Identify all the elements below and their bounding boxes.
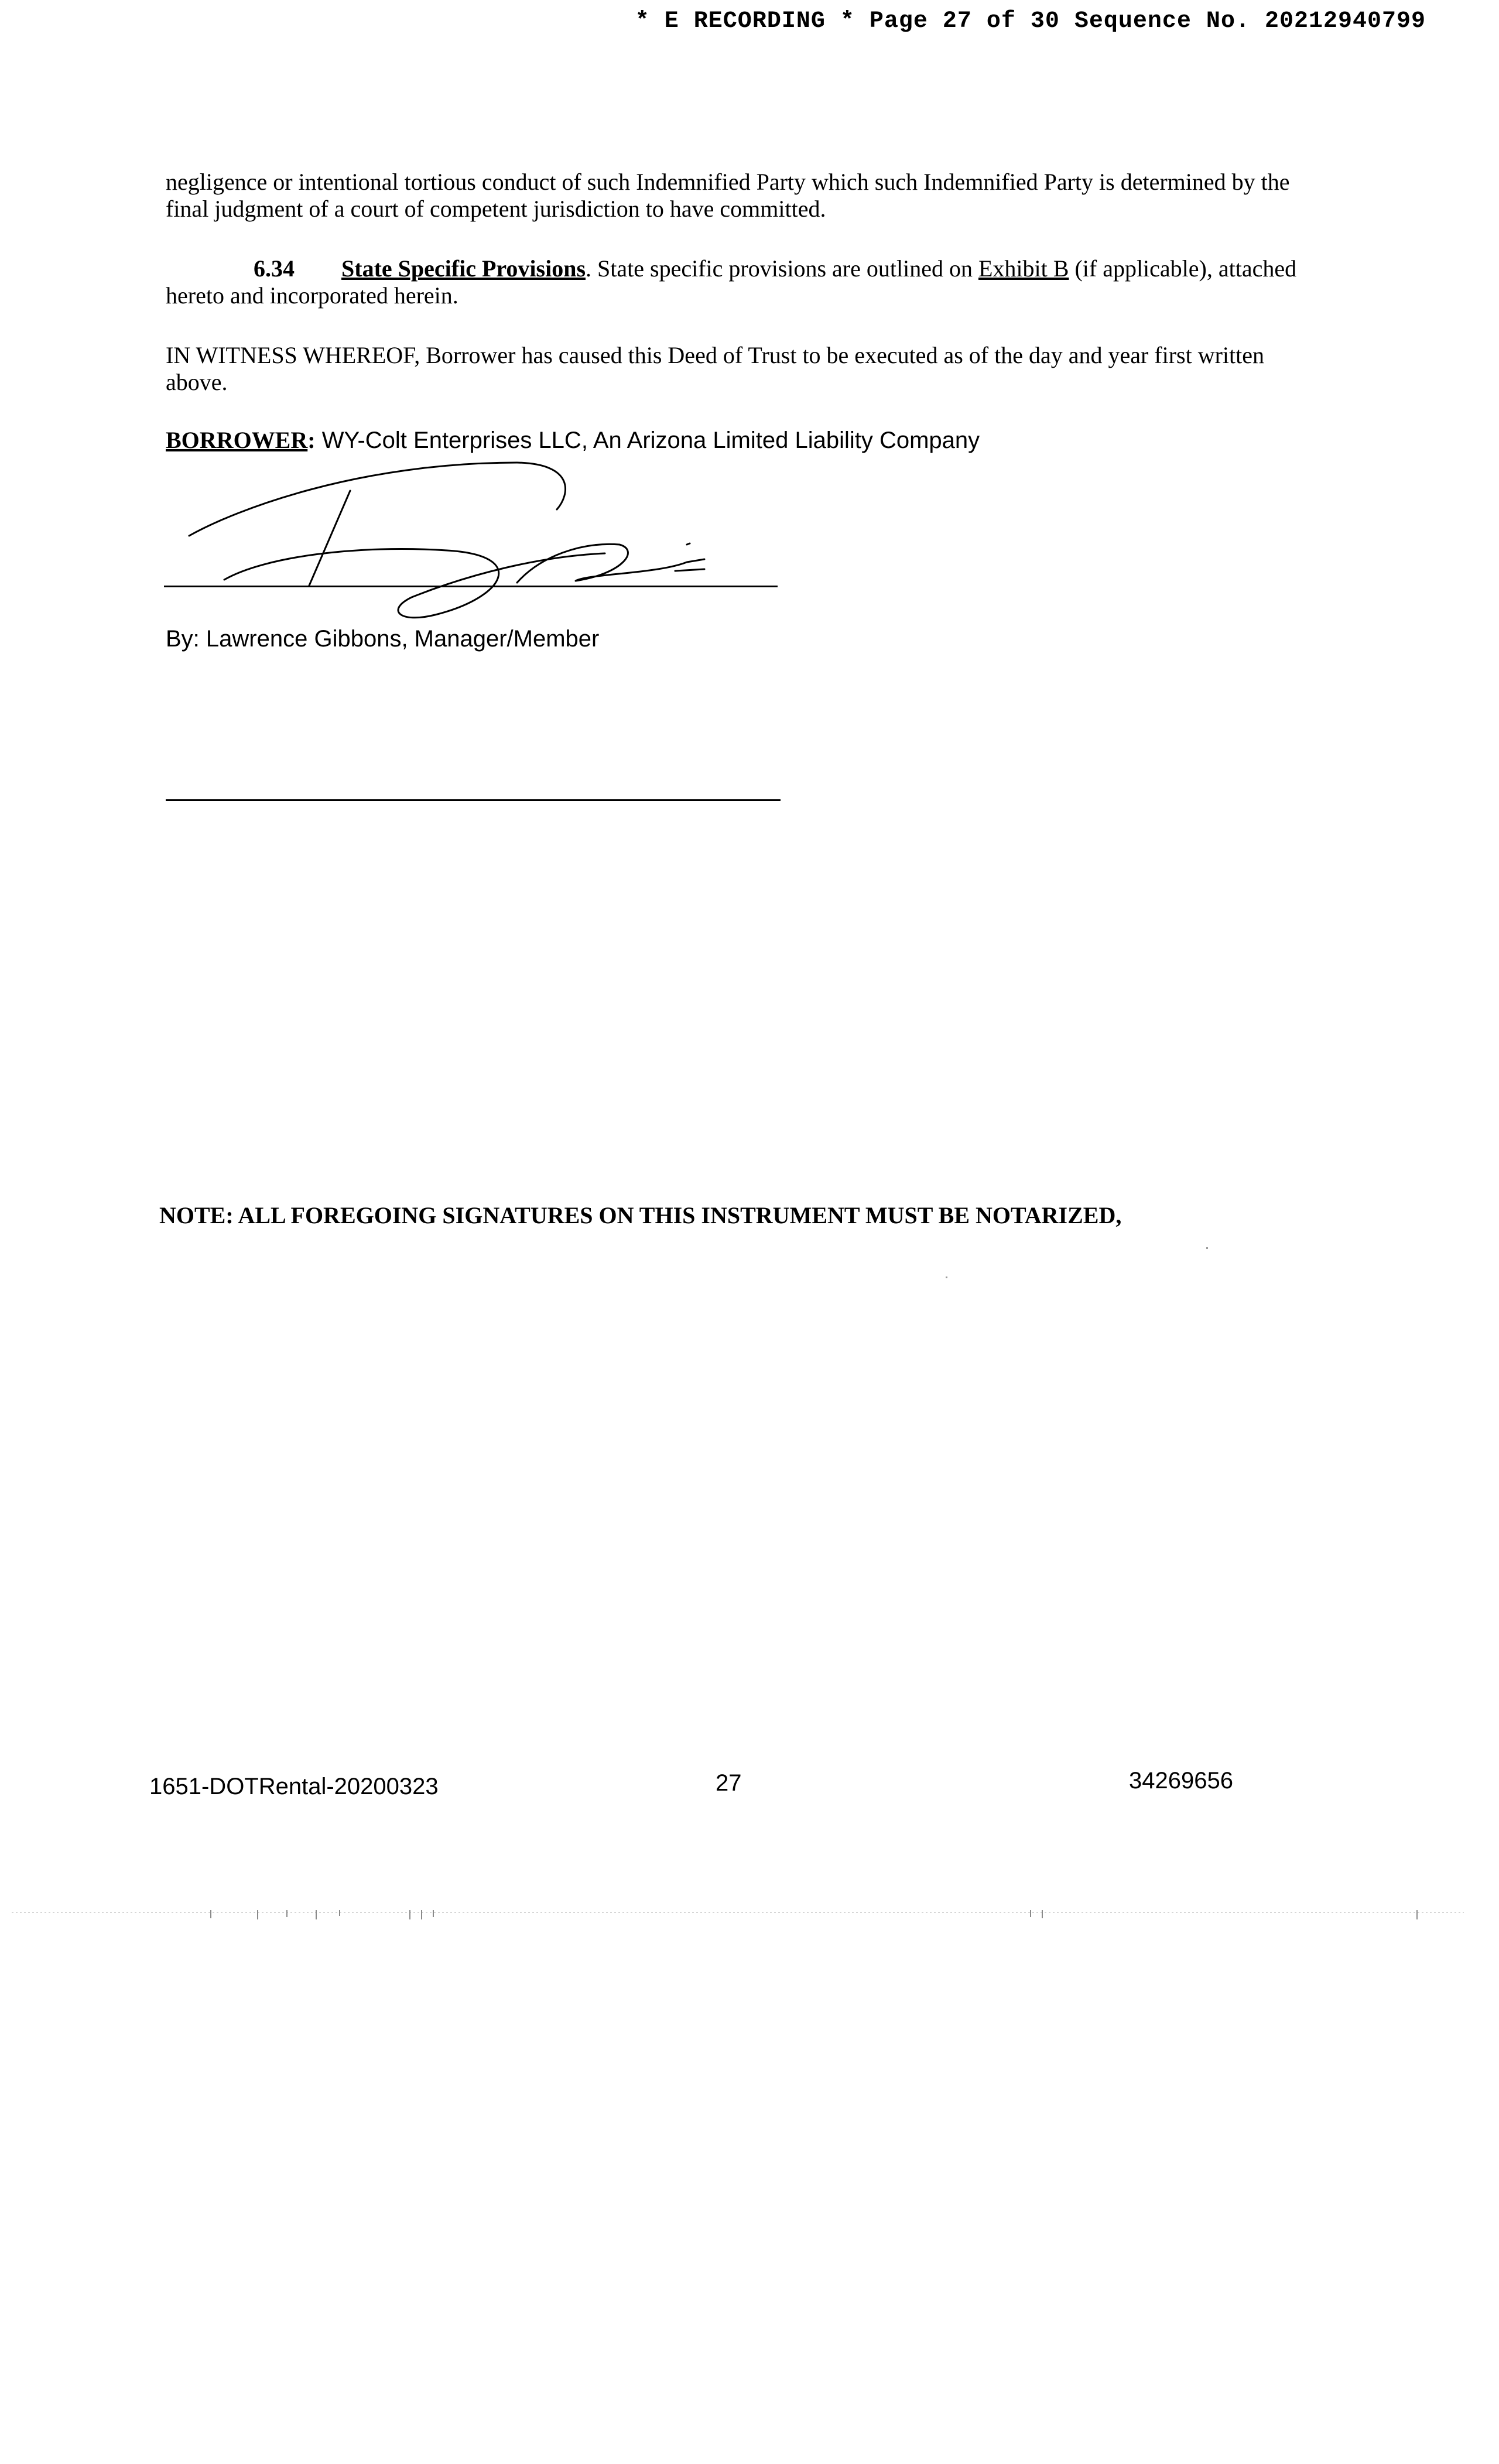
section-title: State Specific Provisions	[341, 255, 586, 282]
exhibit-b-reference: Exhibit B	[978, 255, 1069, 282]
blank-signature-line	[166, 799, 781, 801]
continuation-paragraph: negligence or intentional tortious conduct of such Indemnified Party which such Indemnified Party is determined by the final judgment of a court of competent jurisdiction to have committed.	[166, 169, 1290, 222]
notarization-note: NOTE: ALL FOREGOING SIGNATURES ON THIS INSTRUMENT MUST BE NOTARIZED,	[159, 1202, 1122, 1228]
borrower-name: WY-Colt Enterprises LLC, An Arizona Limited Liability Company	[315, 427, 980, 453]
signer-name-title: By: Lawrence Gibbons, Manager/Member	[166, 626, 600, 652]
recording-stamp: * E RECORDING * Page 27 of 30 Sequence No. 20212940799	[635, 8, 1426, 35]
section-text-after-link: (if applicable), attached hereto and incorporated herein.	[166, 255, 1297, 309]
section-text-before-link: . State specific provisions are outlined on	[586, 255, 978, 282]
scan-speck	[1206, 1247, 1208, 1249]
borrower-colon: :	[307, 427, 316, 453]
scan-artifact-strip	[12, 1909, 1464, 1922]
section-number: 6.34	[254, 255, 295, 282]
signature-line	[164, 586, 778, 587]
borrower-label: BORROWER	[166, 427, 308, 453]
handwritten-signature	[166, 457, 781, 621]
footer-page-number: 27	[716, 1770, 742, 1796]
footer-reference-number: 34269656	[1129, 1768, 1233, 1794]
witness-paragraph: IN WITNESS WHEREOF, Borrower has caused this Deed of Trust to be executed as of the day and year first written above.	[166, 342, 1265, 395]
borrower-line	[166, 426, 980, 454]
section-6-34-paragraph	[166, 255, 1313, 309]
scan-speck	[946, 1277, 947, 1278]
footer-document-code: 1651-DOTRental-20200323	[149, 1774, 439, 1799]
